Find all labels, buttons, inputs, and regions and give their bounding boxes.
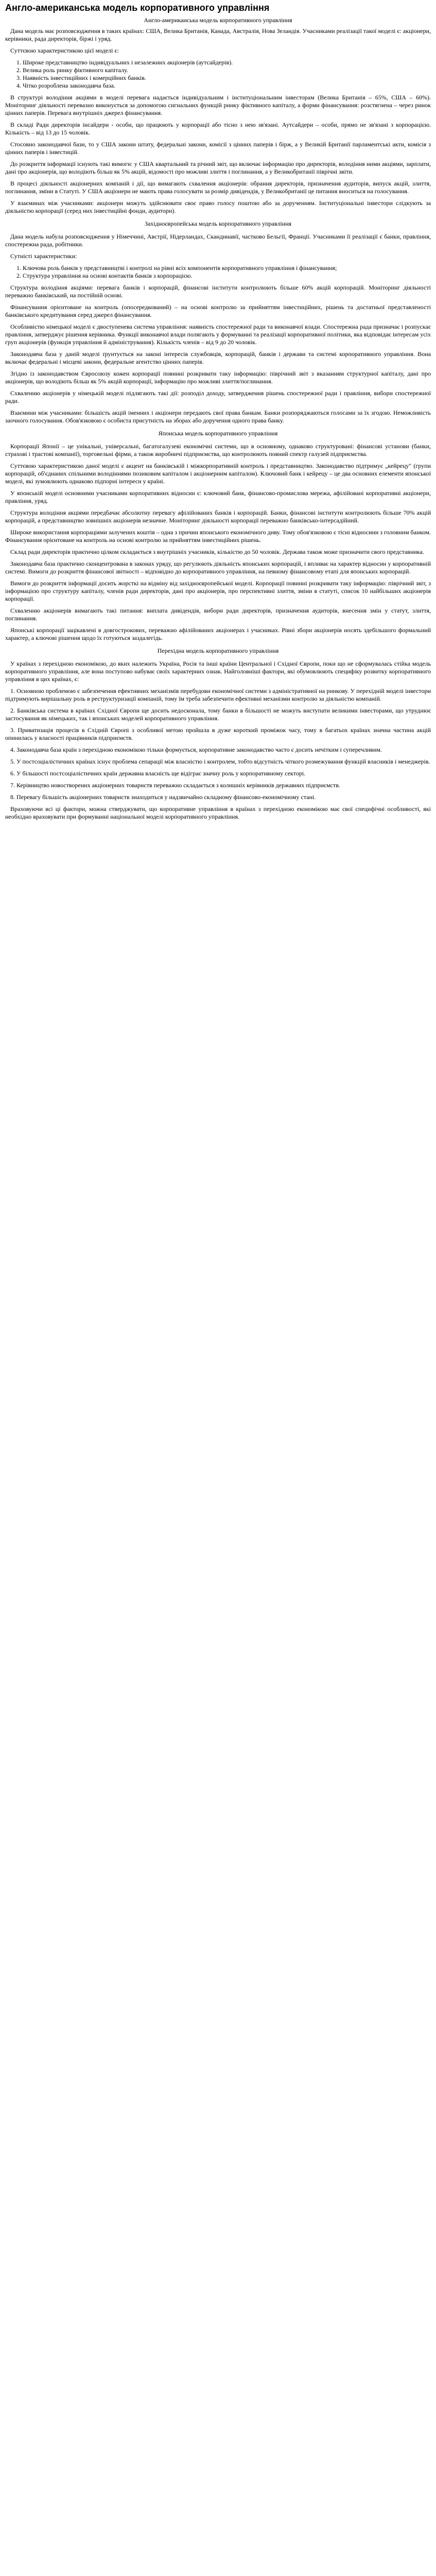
paragraph: В складі Ради директорів інсайдери - особи, що працюють у корпорації або тісно з нею зв'язані. Аутсайдери – особи, прямо не зв'язані з корпорацією. Кількість – від 13 до 15 чоловік. bbox=[5, 121, 431, 136]
paragraph: Склад ради директорів практично цілком складається з внутрішніх учасників, кількістю до 50 чоловік. Держава також може призначити свого представника. bbox=[10, 548, 424, 555]
paragraph: Стосовно законодавчої бази, то у США закони штату, федеральні закони, комісії з цінних паперів і бірж, а у Великій Британії парламентські акти, комісія з цінних паперів і інвестицій. bbox=[5, 141, 431, 156]
paragraph: У японській моделі основними учасниками корпоративних відносин є: ключовий банк, фінансово-промислова мережа, афілійовані корпоративні акціонери, правління, уряд. bbox=[5, 489, 431, 504]
paragraph: 8. Перевагу більшість акціонерних товариств знаходиться у надзвичайно складному фінансово-економічному стані. bbox=[10, 793, 316, 801]
list-item: 2. Структура управління на основі контактів банків з корпорацією. bbox=[23, 272, 431, 280]
list-item: 1. Широке представництво індивідуальних і незалежних акціонерів (аутсайдерів). bbox=[23, 59, 431, 66]
paragraph: Схваленню акціонерів у німецькій моделі підлягають такі дії: розподіл доходу, затвердження рішень спостережної ради і правління, вибори спостережної ради. bbox=[5, 389, 431, 404]
paragraph: 2. Банківська система в країнах Східної Європи ще досить недосконала, тому банки в більшості не можуть виступати великими інвесторами, що утруднює застосування як німецьких, так і японських моделей корпоративного управління. bbox=[5, 707, 431, 722]
paragraph: У взаєминах між учасниками: акціонери можуть здійснювати своє право голосу поштою або за дорученням. Інституціональні інвестори слідкують за діяльністю корпорації (серед них інвестиційні фонди, аудитори). bbox=[5, 199, 431, 214]
paragraph: 7. Керівництво новостворених акціонерних товариств переважно складається з колишніх керівників державних підприємств. bbox=[10, 782, 340, 789]
document-subtitle: Англо-американська модель корпоративного управління bbox=[144, 16, 292, 24]
paragraph: 4. Законодавча база країн з перехідною економікою тільки формується, корпоративне законодавство часто є досить нечітким і суперечливим. bbox=[10, 746, 382, 753]
paragraph: Враховуючи всі ці фактори, можна стверджувати, що корпоративне управління в країнах з перехідною економікою має свої специфічні особливості, які необхідно враховувати при формуванні національної моделі корпоративного управління. bbox=[5, 805, 431, 820]
paragraph: Законодавча база у даній моделі ґрунтується на законі інтересів службовців, корпорацій, банків і держави та системі корпоративного управління. Вона включає федеральні і місцеві закони, федеральне агентство цінних паперів. bbox=[5, 350, 431, 365]
paragraph: Структура володіння акціями передбачає абсолютну перевагу афілійованих банків і корпорацій. Банки, фінансові інститути контролюють більше 70% акцій корпорацій, а представництво зовнішніх акціонерів незначне. Моніторинг діяльності корпорації переважно банківсько-інтерсадійний. bbox=[5, 509, 431, 524]
paragraph: Суттєвою характеристикою даної моделі є акцент на банківській і міжкорпоративній контроль і представництво. Законодавство підтримує „кейрецу" (групи корпорацій, об'єднаних спільними володіннями позиковим капіталом і акціонерним капіталом). Ключовий банк і кейрецу – це два основних елементи японської моделі, які зумовлюють однаково підпорні інтереси у країні. bbox=[5, 462, 431, 485]
list-item: 2. Велика роль ринку фіктивного капіталу. bbox=[23, 66, 431, 74]
paragraph: 3. Приватизація процесів в Східній Європі з особливої метою пройшла в дуже короткий проміжок часу, тому в багатьох країнах значна частина акцій опинилась у власності працівників підприємств. bbox=[5, 726, 431, 741]
list-item: 1. Ключова роль банків у представництві і контролі на рівні всіх компонентів корпоративного управління і фінансування; bbox=[23, 264, 431, 272]
document-section bbox=[5, 27, 431, 215]
paragraph: Особливістю німецької моделі є двоступенева система управління: наявність спостережної ради та виконавчої влади. Спостережна рада призначає і розпускає правління, затверджує рішення керівника. Функції виконавчої влади полягають у формуванні та реалізації корпоративної політики, яка відповідає інтересам усіх груп акціонерів (функція управління й адміністрування). Кількість членів – від 9 до 20 чоловік. bbox=[5, 323, 431, 346]
paragraph: Фінансування орієнтоване на контроль (опосередкований) – на основі контролю за прийняттям інвестиційних, рішень та достатньої представленості банківського кредитування серед джерел фінансування. bbox=[5, 303, 431, 318]
paragraph: Японські корпорації зацікавлені в довгострокових, переважно афілійованих акціонерах і учасниках. Рівні збори акціонерів носять здебільшого формальний характер, а ключові рішення щодо їх готуються заздалегідь. bbox=[5, 626, 431, 641]
paragraph: 5. У постсоціалістичних країнах існує проблема сепарації між власністю і контролем, тобто відсутність чіткого розмежування функцій власників і менеджерів. bbox=[10, 758, 430, 765]
paragraph: Структура володіння акціями: перевага банків і корпорацій, фінансові інститути контролюють більше 60% акцій корпорацій. Моніторинг діяльності переважно банківський, на постійній основі. bbox=[5, 284, 431, 299]
paragraph: Широке використання корпораціями залучених коштів – одна з причин японського економічного диву. Тому обов'язковою є тісні відносини з головним банком. Фінансування орієнтоване на контроль на основі контролю за прийняттям інвестиційних рішень. bbox=[5, 529, 431, 544]
paragraph: 1. Основною проблемою є забезпечення ефективних механізмів перебудови економічної системи з адміністративної на ринкову. У перехідній моделі інвестори підтримують вирішальну роль в реструктуризації компаній, тому їм треба забезпечити ефективні механізми контролю за діяльністю компаній. bbox=[5, 687, 431, 702]
section-title: Японська модель корпоративного управління bbox=[158, 430, 278, 437]
paragraph: У країнах з перехідною економікою, до яких належить Україна, Росія та інші країни Центральної і Східної Європи, поки що не сформувалась стійка модель корпоративного управління, але вона поступово набуває своїх характерних ознак. Найголовніші фактори, які обумовлюють специфіку розвитку корпоративного управління в цих країнах, є: bbox=[5, 660, 431, 683]
paragraph: Дана модель набула розповсюдження у Німеччині, Австрії, Нідерландах, Скандинавії, частково Бельгії, Франції. Учасниками її реалізації є банки, правління, спостережна рада, робітники. bbox=[5, 233, 431, 248]
paragraph: В процесі діяльності акціонерних компаній і дії, що вимагають схвалення акціонерів: обрання директорів, призначення аудиторів, випуск акцій, злиття, поглинання, зміни в Статуті. У США акціонери не мають права голосувати за розмір дивідендів, у Великобританії це питання вноситься на голосування. bbox=[5, 180, 431, 195]
paragraph: Схваленню акціонерів вимагають такі питання: виплата дивідендів, вибори ради директорів, призначення аудиторів, внесення змін у статут, злиття, поглинання. bbox=[5, 607, 431, 622]
paragraph: Вимоги до розкриття інформації досить жорсткі на відміну від західноєвропейської моделі. Корпорації повинні розкривати таку інформацію: піврічний звіт, з інформацією про структуру капіталу, членів ради директорів, дані про акціонерів, про перспективні злиття, зміни в статуті, список 10 найбільших акціонерів корпорації. bbox=[5, 580, 431, 602]
paragraph: Згідно із законодавством Євросоюзу кожен корпорації повинні розкривати таку інформацію: піврічний звіт з вказанням структурної капіталу, дані про акціонерів, що володіють більш як 5% акцій корпорації, інформацію про можливі злиття/поглинання. bbox=[5, 370, 431, 385]
paragraph: Законодавча база практично сконцентрована в законах уряду, що регулюють діяльність японських корпорацій, і впливає на характер відносин у корпоративній системі. Вимоги до розкриття фінансової звітності – відповідно до корпоративного управління, на певному фінансовому етапі для японських корпорацій. bbox=[5, 560, 431, 575]
paragraph: 6. У більшості постсоціалістичних країн державна власність ще відіграє значну роль у корпоративному секторі. bbox=[10, 770, 306, 777]
section-title: Західноєвропейська модель корпоративного управління bbox=[144, 220, 292, 227]
paragraph: До розкриття інформації існують такі вимоги: у США квартальний та річний звіт, що включає інформацію про директорів, володіння ними акціями, зарплати, дані про акціонерів, що володіють більш як 5% акцій, відомості про можливі злиття і поглинання, а у Великобританії піврічні звіти. bbox=[5, 160, 431, 175]
page-title: Англо-американська модель корпоративного управління bbox=[5, 3, 270, 13]
document bbox=[0, 0, 436, 821]
list-item: 3. Наявність інвестиційних і комерційних банків. bbox=[23, 74, 431, 82]
document-body bbox=[5, 27, 431, 821]
list bbox=[5, 264, 431, 280]
paragraph: Сутністі характеристики: bbox=[10, 252, 77, 260]
list bbox=[5, 59, 431, 90]
paragraph: Взаємини між учасниками: більшість акцій іменних і акціонери передають свої права банкам. Банки розпоряджаються голосами за їх згодою. Неможливість заочного голосування. Обов'язковою є особиста присутність на зборах або доручення одного права банку. bbox=[5, 409, 431, 424]
document-section bbox=[5, 430, 431, 642]
document-section bbox=[5, 220, 431, 425]
document-section bbox=[5, 647, 431, 821]
paragraph: Корпорації Японії – це унікальні, універсальні, багатогалузеві економічні системи, що в основному, однаково структуровані: фінансові установи (банки, страхові і трастові компанії), торговельні фірми, а також виробничі підприємства, що контролюють повний спектр галузей підприємства. bbox=[5, 443, 431, 457]
paragraph: Суттєвою характеристикою цієї моделі є: bbox=[10, 47, 119, 54]
paragraph: Дана модель має розповсюдження в таких країнах: США, Велика Британія, Канада, Австралія, Нова Зеландія. Учасниками реалізації такої моделі є: акціонери, керівники, рада директорів, біржі і уряд. bbox=[5, 27, 431, 42]
paragraph: В структурі володіння акціями в моделі перевага надається індивідуальним і інституціональним інвесторам (Велика Британія – 65%, США – 60%). Моніторинг діяльності перевазно виконується за допомогою сигнальних функцій ринку фіктивного капіталу, а форми фінансування: розстягнена – через ринок цінних паперів. Перевага внутрішніх джерел фінансування. bbox=[5, 94, 431, 116]
section-title: Перехідна модель корпоративного управління bbox=[157, 647, 279, 654]
list-item: 4. Чітко розроблена законодавча база. bbox=[23, 82, 431, 90]
